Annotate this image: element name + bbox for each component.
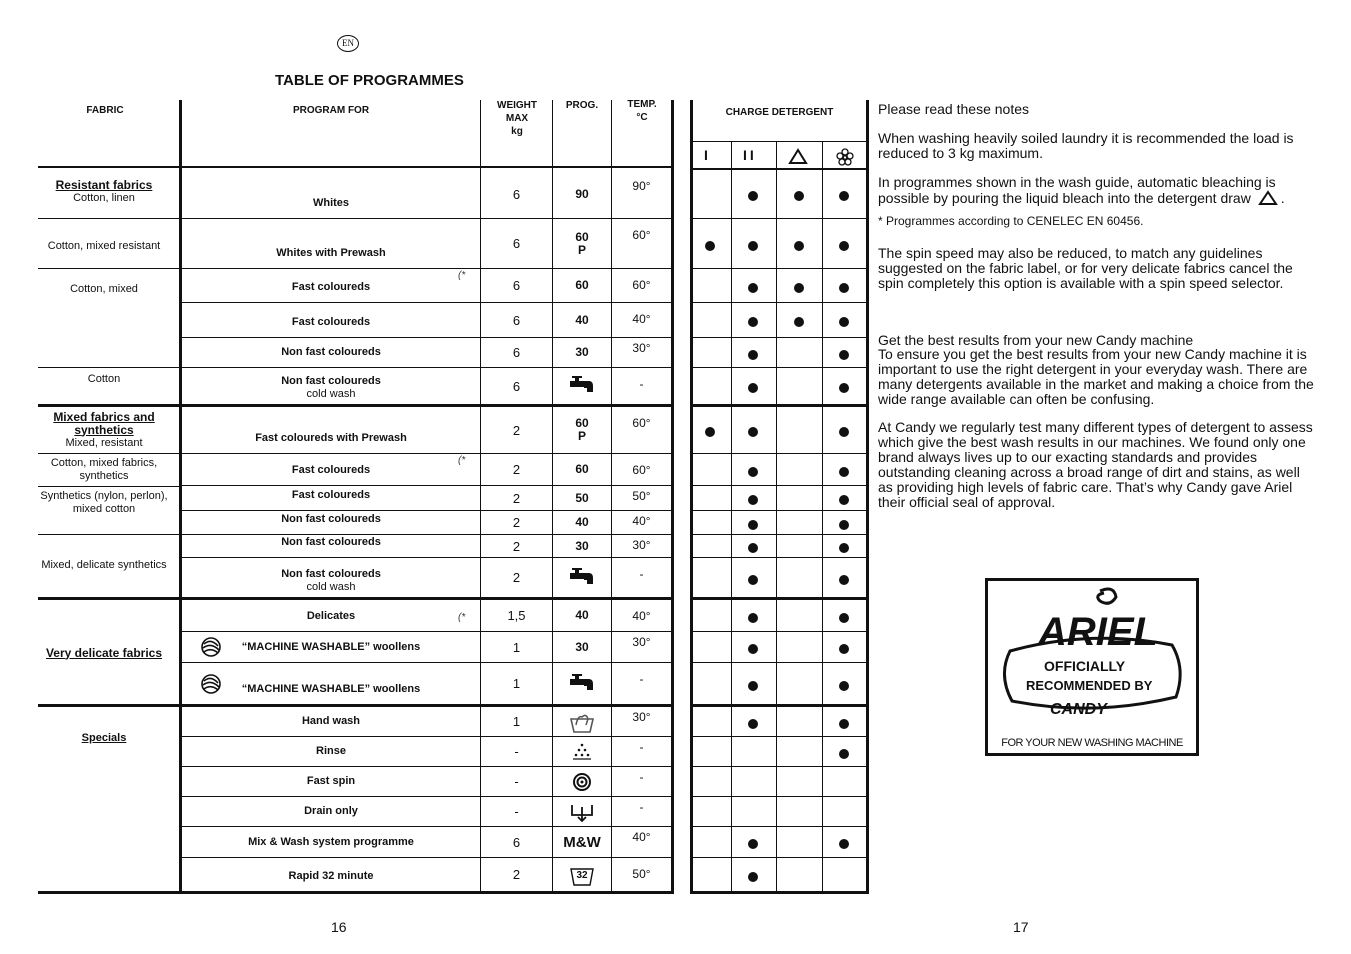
program-name (182, 219, 480, 268)
detergent-dot (748, 467, 758, 477)
weight-value: 6 (512, 345, 521, 360)
detergent-dot (748, 283, 758, 293)
detergent-dot (839, 520, 849, 530)
detergent-dot (794, 191, 804, 201)
compartment-i-label: I (704, 147, 708, 163)
temp-value: 90° (632, 179, 651, 193)
detergent-dot (839, 241, 849, 251)
detergent-dot (839, 575, 849, 585)
program-name (182, 663, 480, 704)
program-name (182, 269, 480, 302)
detergent-dot (748, 644, 758, 654)
detergent-dot (748, 317, 758, 327)
bleach-triangle-icon (788, 148, 808, 165)
prog-value: 40 (575, 608, 589, 622)
ariel-brand-text: ARIEL (1038, 610, 1158, 654)
fabric-cotton: Cotton (87, 372, 121, 385)
language-badge: EN (337, 35, 359, 52)
program-name-text: Fast coloureds (291, 489, 371, 501)
program-name (182, 558, 480, 597)
program-name-text: Non fast coloureds (281, 375, 381, 387)
program-name (182, 797, 480, 826)
header-weight-line2: MAX (505, 113, 529, 124)
weight-value: 6 (512, 236, 521, 251)
program-name-text: “MACHINE WASHABLE” woollens (241, 683, 421, 695)
program-name-text: Fast coloureds (291, 281, 371, 293)
program-subtext: cold wash (306, 581, 356, 593)
fabric-cotton-mixed-fabrics: Cotton, mixed fabrics, synthetics (50, 457, 158, 482)
temp-value: - (639, 377, 644, 391)
temp-value: - (639, 672, 644, 686)
detergent-dot (748, 575, 758, 585)
temp-value: 60° (632, 416, 651, 430)
program-name (182, 338, 480, 367)
program-name (182, 737, 480, 766)
weight-value: 1 (512, 676, 521, 691)
header-program-for: PROGRAM FOR (292, 105, 370, 116)
header-weight-line1: WEIGHT (497, 100, 537, 111)
program-name (182, 303, 480, 337)
temp-value: - (639, 740, 644, 754)
notes-load-paragraph: When washing heavily soiled laundry it is recommended the load is reduced to 3 kg maximum. (878, 130, 1294, 161)
program-name (182, 535, 480, 557)
program-name (182, 707, 480, 736)
weight-value: 2 (512, 538, 521, 554)
detergent-dot (839, 350, 849, 360)
header-weight-line3: kg (511, 126, 523, 137)
program-subtext: cold wash (306, 388, 356, 400)
notes-candy-heading: Get the best results from your new Candy machine (878, 332, 1194, 348)
prog-value: 30 (575, 345, 589, 359)
prog-value: 30 (575, 538, 589, 553)
detergent-dot (748, 613, 758, 623)
program-name (182, 407, 480, 453)
program-name-text: “MACHINE WASHABLE” woollens (241, 641, 421, 653)
svg-text:32: 32 (576, 869, 588, 881)
hand-wash-icon (553, 707, 611, 736)
detergent-dot (794, 317, 804, 327)
detergent-dot (748, 427, 758, 437)
header-charge-detergent: CHARGE DETERGENT (725, 107, 834, 118)
fabric-mixed-title: Mixed fabrics and synthetics (53, 409, 155, 437)
weight-value: 6 (512, 278, 521, 293)
fabric-specials: Specials (81, 731, 127, 744)
prog-value: 60 P (575, 229, 589, 257)
notes-ariel-paragraph: At Candy we regularly test many different types of detergent to assess which give the best wash results in our machines. We found only one brand always lives up to our exacting standards and provides outstanding cleaning across a broad range of dirt and stains, as well as providing high levels of fabric care. That’s why Candy gave Ariel their official seal of approval. (878, 419, 1313, 510)
detergent-dot (839, 317, 849, 327)
notes-detergent-paragraph: To ensure you get the best results from your new Candy machine it is important to use the right detergent in your everyday wash. There are many detergents available in the market and making a choice from the wide range available can often be confusing. (878, 346, 1314, 407)
header-temp-line1: TEMP. (627, 99, 657, 110)
notes-bleach-paragraph: In programmes shown in the wash guide, automatic bleaching is possible by pouring the liquid bleach into the detergent draw . (878, 174, 1285, 206)
temp-value: 50° (632, 867, 651, 881)
program-name-text: Fast coloureds (291, 464, 371, 476)
detergent-dot (839, 495, 849, 505)
detergent-dot (839, 681, 849, 691)
detergent-dot (839, 427, 849, 437)
weight-value: 2 (512, 867, 521, 882)
weight-value: 1 (512, 714, 521, 729)
temp-value: 40° (632, 830, 651, 844)
wool-icon (200, 636, 222, 663)
cold-tap-icon (553, 368, 611, 404)
candy-brand-text: CANDY (1050, 701, 1107, 718)
temp-value: 40° (632, 514, 651, 528)
weight-value: 2 (512, 462, 521, 477)
detergent-dot (705, 427, 715, 437)
weight-value: - (514, 744, 519, 759)
page-title: TABLE OF PROGRAMMES (275, 72, 464, 89)
program-name (182, 600, 480, 631)
fabric-very-delicate: Very delicate fabrics (45, 645, 163, 660)
fast-spin-icon (553, 767, 611, 796)
program-name (182, 486, 480, 510)
detergent-dot (839, 543, 849, 553)
ariel-line2: RECOMMENDED BY (1026, 678, 1153, 693)
weight-value: 6 (512, 186, 521, 202)
program-name (182, 632, 480, 662)
header-weight (482, 99, 552, 138)
fabric-mixed-delicate: Mixed, delicate synthetics (41, 558, 167, 571)
detergent-dot (748, 383, 758, 393)
notes-spin-paragraph: The spin speed may also be reduced, to match any guidelines suggested on the fabric label, or for very delicate fabrics cancel the spin completely this option is available with a spin speed selector. (878, 245, 1293, 291)
fabric-cotton-mixed: Cotton, mixed (70, 282, 138, 295)
program-name-text: Drain only (304, 805, 358, 817)
program-name-text: Rapid 32 minute (288, 870, 374, 882)
prog-value: 60 (575, 278, 589, 292)
temp-value: 30° (632, 341, 651, 355)
temp-value: 30° (632, 538, 651, 552)
temp-value: 40° (632, 312, 651, 326)
page-number-right: 17 (1013, 919, 1029, 935)
program-name-text: Non fast coloureds (281, 536, 381, 548)
temp-value: 30° (632, 635, 651, 649)
weight-value: - (514, 804, 519, 819)
detergent-dot (839, 644, 849, 654)
ariel-caption: FOR YOUR NEW WASHING MACHINE (1001, 737, 1183, 749)
compartment-ii-label: II (743, 147, 757, 163)
weight-value: 6 (512, 378, 521, 394)
header-temp-line2: °C (636, 112, 648, 123)
ariel-logo-graphic (988, 581, 1196, 731)
program-name (182, 767, 480, 796)
fabric-mixed (38, 409, 170, 451)
rinse-icon (553, 737, 611, 766)
detergent-dot (839, 839, 849, 849)
detergent-dot (839, 383, 849, 393)
program-name-text: Fast spin (306, 775, 356, 787)
fabric-resistant-sub: Cotton, linen (73, 192, 135, 204)
program-name-text: Whites (312, 197, 350, 209)
program-name-text: Non fast coloureds (281, 346, 381, 358)
fabric-resistant-title: Resistant fabrics (55, 178, 153, 192)
fabric-synthetics-nylon: Synthetics (nylon, perlon), mixed cotton (40, 490, 168, 515)
detergent-dot (839, 719, 849, 729)
program-name-text: Delicates (306, 610, 356, 622)
detergent-dot (839, 749, 849, 759)
program-name (182, 827, 480, 857)
detergent-dot (839, 191, 849, 201)
temp-value: - (639, 567, 644, 581)
program-name-text: Hand wash (301, 715, 361, 727)
prog-value: 60 (575, 462, 589, 476)
drain-icon (553, 797, 611, 826)
detergent-dot (705, 241, 715, 251)
notes-heading: Please read these notes (878, 101, 1029, 117)
cenelec-asterisk: (* (458, 612, 466, 623)
temp-value: - (639, 770, 644, 784)
detergent-dot (748, 872, 758, 882)
bleach-triangle-icon (1257, 190, 1279, 206)
softener-flower-icon (836, 148, 854, 166)
ariel-line1: OFFICIALLY (1044, 658, 1126, 674)
detergent-dot (839, 467, 849, 477)
temp-value: 30° (632, 710, 651, 724)
prog-value: 50 (575, 490, 589, 505)
program-name (182, 454, 480, 485)
prog-value: 60 P (575, 416, 589, 443)
header-prog: PROG. (565, 100, 599, 111)
program-name (182, 858, 480, 891)
prog-value: 40 (575, 312, 589, 327)
prog-value: 30 (575, 639, 589, 654)
program-name-text: Fast coloureds (291, 316, 371, 328)
cenelec-asterisk: (* (458, 455, 466, 466)
weight-value: 6 (512, 834, 521, 850)
fabric-cotton-mixed-resistant: Cotton, mixed resistant (47, 239, 161, 252)
detergent-dot (839, 283, 849, 293)
program-name (182, 511, 480, 534)
program-name-text: Non fast coloureds (281, 513, 381, 525)
detergent-dot (748, 350, 758, 360)
detergent-dot (748, 681, 758, 691)
cenelec-asterisk: (* (458, 270, 466, 281)
cold-tap-icon (553, 558, 611, 597)
cold-tap-icon (553, 663, 611, 704)
detergent-dot (748, 839, 758, 849)
program-name-text: Rinse (316, 745, 346, 757)
program-name (182, 170, 480, 218)
detergent-dot (748, 191, 758, 201)
detergent-dot (748, 520, 758, 530)
program-name-text: Whites with Prewash (276, 247, 386, 259)
weight-value: 2 (512, 570, 521, 585)
rapid-32-icon (553, 858, 611, 891)
detergent-dot (748, 719, 758, 729)
prog-value: 90 (575, 186, 589, 201)
detergent-dot (748, 241, 758, 251)
wool-icon (200, 673, 222, 700)
fabric-mixed-sub: Mixed, resistant (65, 436, 143, 449)
weight-value: 1 (512, 639, 521, 655)
weight-value: 1,5 (507, 608, 526, 623)
program-name (182, 368, 480, 404)
page-number-left: 16 (331, 919, 347, 935)
weight-value: 2 (512, 422, 521, 438)
header-temp (612, 98, 672, 124)
temp-value: 60° (632, 278, 651, 292)
detergent-dot (748, 495, 758, 505)
detergent-dot (839, 613, 849, 623)
weight-value: 2 (512, 515, 521, 530)
temp-value: 40° (632, 609, 651, 623)
weight-value: 2 (512, 490, 521, 506)
prog-value: 40 (575, 515, 589, 529)
fabric-resistant (38, 176, 170, 208)
notes-bleach-text: In programmes shown in the wash guide, automatic bleaching is possible by pouring the liquid bleach into the detergent draw (878, 174, 1276, 206)
program-name-text: Mix & Wash system programme (248, 836, 414, 848)
detergent-dot (748, 543, 758, 553)
detergent-dot (794, 241, 804, 251)
detergent-dot (794, 283, 804, 293)
weight-value: - (514, 774, 519, 789)
mix-wash-label: M&W (563, 833, 601, 851)
temp-value: 60° (632, 228, 651, 242)
program-name-text: Fast coloureds with Prewash (255, 432, 407, 444)
header-fabric: FABRIC (86, 105, 124, 116)
ariel-logo (985, 578, 1199, 756)
temp-value: - (639, 800, 644, 814)
notes-cenelec: * Programmes according to CENELEC EN 60456. (878, 214, 1144, 228)
temp-value: 50° (632, 489, 651, 503)
weight-value: 6 (512, 312, 521, 328)
program-name-text: Non fast coloureds (281, 568, 381, 580)
temp-value: 60° (632, 463, 651, 477)
